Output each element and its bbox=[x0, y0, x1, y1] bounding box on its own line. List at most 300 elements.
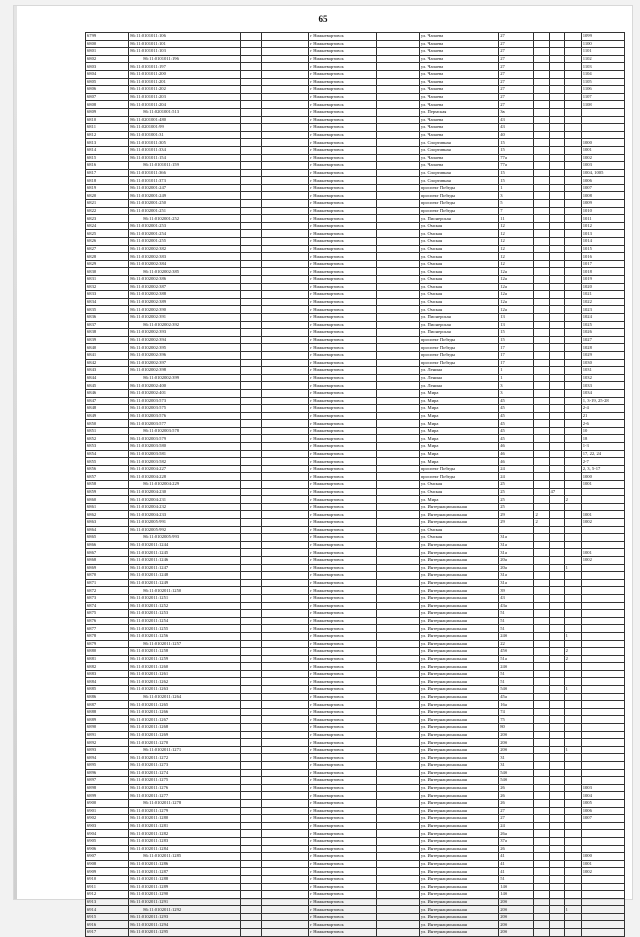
empty-cell bbox=[376, 359, 419, 367]
extra-cell bbox=[549, 762, 564, 770]
extra-cell bbox=[549, 541, 564, 549]
street-cell: ул. Чапаева bbox=[419, 40, 498, 48]
empty-cell bbox=[261, 78, 308, 86]
table-row bbox=[86, 146, 625, 154]
extra-cell bbox=[549, 298, 564, 306]
empty-cell bbox=[240, 253, 261, 261]
extra-cell bbox=[534, 412, 549, 420]
extra-cell bbox=[549, 48, 564, 56]
extra-cell bbox=[564, 397, 581, 405]
empty-cell bbox=[376, 336, 419, 344]
extra-cell bbox=[564, 215, 581, 223]
city-cell: г Нижневартовск bbox=[309, 450, 376, 458]
premises-cell bbox=[581, 670, 624, 678]
table-row bbox=[86, 625, 625, 633]
extra-cell bbox=[549, 222, 564, 230]
table-row bbox=[86, 192, 625, 200]
empty-cell bbox=[240, 610, 261, 618]
cadastral-number-cell: 86:11:0102011:1252 bbox=[129, 602, 241, 610]
empty-cell bbox=[261, 693, 308, 701]
street-cell: ул. Мира bbox=[419, 450, 498, 458]
table-row bbox=[86, 640, 625, 648]
street-cell: ул. Мира bbox=[419, 458, 498, 466]
extra-cell bbox=[549, 610, 564, 618]
extra-cell bbox=[534, 473, 549, 481]
extra-cell bbox=[549, 443, 564, 451]
empty-cell bbox=[376, 420, 419, 428]
city-cell: г Нижневартовск bbox=[309, 146, 376, 154]
extra-cell bbox=[534, 169, 549, 177]
city-cell: г Нижневартовск bbox=[309, 443, 376, 451]
empty-cell bbox=[261, 602, 308, 610]
extra-cell bbox=[549, 276, 564, 284]
street-cell: ул. Интернациональная bbox=[419, 511, 498, 519]
cadastral-number-cell: 86:11:0102011:1244 bbox=[129, 541, 241, 549]
extra-cell bbox=[534, 101, 549, 109]
extra-cell bbox=[564, 701, 581, 709]
table-row bbox=[86, 655, 625, 663]
premises-cell: 1004, 1005 bbox=[581, 169, 624, 177]
empty-cell bbox=[376, 822, 419, 830]
empty-cell bbox=[376, 678, 419, 686]
city-cell: г Нижневартовск bbox=[309, 815, 376, 823]
extra-cell bbox=[564, 276, 581, 284]
extra-cell bbox=[534, 222, 549, 230]
empty-cell bbox=[261, 807, 308, 815]
street-cell: ул. Чапаева bbox=[419, 154, 498, 162]
row-number-cell: 6871 bbox=[86, 579, 129, 587]
empty-cell bbox=[240, 291, 261, 299]
house-cell: 20б bbox=[499, 929, 534, 937]
table-row bbox=[86, 321, 625, 329]
row-number-cell: 6917 bbox=[86, 929, 129, 937]
table-row bbox=[86, 465, 625, 473]
extra-cell bbox=[564, 298, 581, 306]
empty-cell bbox=[376, 526, 419, 534]
empty-cell bbox=[261, 921, 308, 929]
table-row bbox=[86, 260, 625, 268]
extra-cell bbox=[564, 40, 581, 48]
premises-cell bbox=[581, 496, 624, 504]
cadastral-number-cell: 86:11:0102011:1284 bbox=[129, 845, 241, 853]
cadastral-number-cell: 86:11:0101011:204 bbox=[129, 101, 241, 109]
city-cell: г Нижневартовск bbox=[309, 663, 376, 671]
row-number-cell: 6884 bbox=[86, 678, 129, 686]
empty-cell bbox=[240, 686, 261, 694]
empty-cell bbox=[240, 799, 261, 807]
cadastral-number-cell: 86:11:0102011:1261 bbox=[129, 670, 241, 678]
cadastral-number-cell: 86:11:0102003:580 bbox=[129, 443, 241, 451]
house-cell: 51 bbox=[499, 875, 534, 883]
table-row bbox=[86, 405, 625, 413]
street-cell: ул. Интернациональная bbox=[419, 610, 498, 618]
empty-cell bbox=[240, 192, 261, 200]
empty-cell bbox=[240, 587, 261, 595]
premises-cell bbox=[581, 754, 624, 762]
table-row bbox=[86, 473, 625, 481]
extra-cell bbox=[534, 602, 549, 610]
empty-cell bbox=[261, 875, 308, 883]
cadastral-number-cell: 86:11:0102002:394 bbox=[129, 336, 241, 344]
city-cell: г Нижневартовск bbox=[309, 632, 376, 640]
cadastral-number-cell: 86:11:0101011:159 bbox=[129, 162, 241, 170]
city-cell: г Нижневартовск bbox=[309, 70, 376, 78]
table-row bbox=[86, 526, 625, 534]
premises-cell bbox=[581, 845, 624, 853]
empty-cell bbox=[240, 754, 261, 762]
row-number-cell: 6813 bbox=[86, 139, 129, 147]
table-row bbox=[86, 693, 625, 701]
extra-cell bbox=[549, 716, 564, 724]
house-cell: 43 bbox=[499, 124, 534, 132]
extra-cell bbox=[564, 359, 581, 367]
premises-cell: 1106 bbox=[581, 86, 624, 94]
empty-cell bbox=[376, 412, 419, 420]
row-number-cell: 6802 bbox=[86, 55, 129, 63]
cadastral-number-cell: 86:11:0102001:253 bbox=[129, 222, 241, 230]
cadastral-number-cell: 86:11:0102003:578 bbox=[129, 427, 241, 435]
row-number-cell: 6880 bbox=[86, 648, 129, 656]
empty-cell bbox=[240, 207, 261, 215]
cadastral-number-cell: 86:11:0101011:202 bbox=[129, 86, 241, 94]
cadastral-number-cell: 86:11:0101011:106 bbox=[129, 33, 241, 41]
row-number-cell: 6842 bbox=[86, 359, 129, 367]
cadastral-number-cell: 86:11:0102011:1268 bbox=[129, 724, 241, 732]
extra-cell bbox=[564, 587, 581, 595]
city-cell: г Нижневартовск bbox=[309, 648, 376, 656]
empty-cell bbox=[376, 245, 419, 253]
extra-cell bbox=[564, 731, 581, 739]
empty-cell bbox=[376, 374, 419, 382]
empty-cell bbox=[376, 458, 419, 466]
street-cell: ул. Омская bbox=[419, 260, 498, 268]
empty-cell bbox=[240, 784, 261, 792]
street-cell: ул. Интернациональная bbox=[419, 868, 498, 876]
cadastral-number-cell: 86:11:0102011:1279 bbox=[129, 807, 241, 815]
premises-cell: 1024 bbox=[581, 313, 624, 321]
extra-cell bbox=[564, 306, 581, 314]
city-cell: г Нижневартовск bbox=[309, 230, 376, 238]
extra-cell bbox=[534, 70, 549, 78]
extra-cell bbox=[564, 230, 581, 238]
empty-cell bbox=[240, 458, 261, 466]
empty-cell bbox=[261, 215, 308, 223]
city-cell: г Нижневартовск bbox=[309, 382, 376, 390]
street-cell: проспект Победы bbox=[419, 344, 498, 352]
empty-cell bbox=[261, 526, 308, 534]
extra-cell bbox=[534, 298, 549, 306]
cadastral-number-cell: 86:11:0102011:1292 bbox=[129, 906, 241, 914]
house-cell: 14б bbox=[499, 891, 534, 899]
empty-cell bbox=[261, 101, 308, 109]
empty-cell bbox=[376, 670, 419, 678]
row-number-cell: 6835 bbox=[86, 306, 129, 314]
table-row bbox=[86, 686, 625, 694]
city-cell: г Нижневартовск bbox=[309, 93, 376, 101]
table-row bbox=[86, 162, 625, 170]
street-cell: ул. Интернациональная bbox=[419, 815, 498, 823]
empty-cell bbox=[261, 124, 308, 132]
extra-cell bbox=[564, 154, 581, 162]
empty-cell bbox=[240, 260, 261, 268]
extra-cell bbox=[549, 177, 564, 185]
street-cell: ул. Омская bbox=[419, 238, 498, 246]
city-cell: г Нижневартовск bbox=[309, 177, 376, 185]
house-cell: 25 bbox=[499, 488, 534, 496]
street-cell: ул. Чапаева bbox=[419, 101, 498, 109]
house-cell bbox=[499, 526, 534, 534]
empty-cell bbox=[376, 108, 419, 116]
cadastral-number-cell: 86:11:0102011:1280 bbox=[129, 815, 241, 823]
empty-cell bbox=[376, 724, 419, 732]
table-row bbox=[86, 63, 625, 71]
empty-cell bbox=[261, 784, 308, 792]
city-cell: г Нижневартовск bbox=[309, 253, 376, 261]
extra-cell bbox=[564, 291, 581, 299]
extra-cell bbox=[549, 784, 564, 792]
table-row bbox=[86, 412, 625, 420]
house-cell: 12 bbox=[499, 238, 534, 246]
table-row bbox=[86, 374, 625, 382]
extra-cell bbox=[564, 526, 581, 534]
street-cell: ул. Интернациональная bbox=[419, 625, 498, 633]
extra-cell bbox=[564, 207, 581, 215]
house-cell: 22 bbox=[499, 640, 534, 648]
house-cell: 29 bbox=[499, 519, 534, 527]
city-cell: г Нижневартовск bbox=[309, 602, 376, 610]
row-number-cell: 6901 bbox=[86, 807, 129, 815]
empty-cell bbox=[240, 678, 261, 686]
empty-cell bbox=[376, 116, 419, 124]
extra-cell bbox=[534, 427, 549, 435]
house-cell: 31а bbox=[499, 572, 534, 580]
extra-cell bbox=[534, 344, 549, 352]
empty-cell bbox=[240, 230, 261, 238]
extra-cell bbox=[564, 63, 581, 71]
street-cell: ул. Мира bbox=[419, 397, 498, 405]
city-cell: г Нижневартовск bbox=[309, 913, 376, 921]
empty-cell bbox=[376, 63, 419, 71]
table-row bbox=[86, 222, 625, 230]
street-cell: ул. Омская bbox=[419, 268, 498, 276]
empty-cell bbox=[376, 837, 419, 845]
cadastral-number-cell: 86:11:0102001:250 bbox=[129, 200, 241, 208]
empty-cell bbox=[240, 579, 261, 587]
extra-cell bbox=[534, 313, 549, 321]
empty-cell bbox=[376, 154, 419, 162]
premises-cell: 1103 bbox=[581, 63, 624, 71]
extra-cell bbox=[549, 807, 564, 815]
empty-cell bbox=[376, 443, 419, 451]
street-cell: ул. Пионерская bbox=[419, 313, 498, 321]
empty-cell bbox=[261, 792, 308, 800]
empty-cell bbox=[376, 488, 419, 496]
extra-cell bbox=[549, 283, 564, 291]
house-cell: 27 bbox=[499, 40, 534, 48]
row-number-cell: 6886 bbox=[86, 693, 129, 701]
extra-cell bbox=[549, 564, 564, 572]
house-cell: 43 bbox=[499, 116, 534, 124]
empty-cell bbox=[376, 503, 419, 511]
premises-cell bbox=[581, 913, 624, 921]
extra-cell bbox=[534, 610, 549, 618]
premises-cell: 2-6 bbox=[581, 420, 624, 428]
extra-cell bbox=[549, 526, 564, 534]
empty-cell bbox=[240, 465, 261, 473]
row-number-cell: 6840 bbox=[86, 344, 129, 352]
cadastral-number-cell: 86:11:0201001:513 bbox=[129, 108, 241, 116]
empty-cell bbox=[261, 670, 308, 678]
row-number-cell: 6862 bbox=[86, 511, 129, 519]
extra-cell bbox=[564, 549, 581, 557]
premises-cell: 1000 bbox=[581, 473, 624, 481]
extra-cell bbox=[549, 625, 564, 633]
empty-cell bbox=[376, 238, 419, 246]
table-row bbox=[86, 610, 625, 618]
extra-cell bbox=[534, 450, 549, 458]
extra-cell bbox=[534, 830, 549, 838]
city-cell: г Нижневартовск bbox=[309, 55, 376, 63]
extra-cell bbox=[534, 617, 549, 625]
table-row bbox=[86, 572, 625, 580]
house-cell: 27 bbox=[499, 86, 534, 94]
empty-cell bbox=[261, 929, 308, 937]
premises-cell: 1017 bbox=[581, 260, 624, 268]
city-cell: г Нижневартовск bbox=[309, 868, 376, 876]
extra-cell bbox=[564, 602, 581, 610]
empty-cell bbox=[240, 63, 261, 71]
empty-cell bbox=[240, 412, 261, 420]
empty-cell bbox=[240, 443, 261, 451]
empty-cell bbox=[240, 169, 261, 177]
extra-cell bbox=[549, 55, 564, 63]
row-number-cell: 6907 bbox=[86, 853, 129, 861]
empty-cell bbox=[240, 313, 261, 321]
house-cell: 75 bbox=[499, 716, 534, 724]
extra-cell bbox=[564, 283, 581, 291]
extra-cell bbox=[564, 830, 581, 838]
table-row bbox=[86, 298, 625, 306]
premises-cell: 1025 bbox=[581, 321, 624, 329]
street-cell: ул. Интернациональная bbox=[419, 693, 498, 701]
extra-cell bbox=[564, 754, 581, 762]
table-row bbox=[86, 70, 625, 78]
row-number-cell: 6849 bbox=[86, 412, 129, 420]
house-cell: 27 bbox=[499, 70, 534, 78]
row-number-cell: 6904 bbox=[86, 830, 129, 838]
empty-cell bbox=[376, 708, 419, 716]
row-number-cell: 6816 bbox=[86, 162, 129, 170]
cadastral-number-cell: 86:11:0101011:373 bbox=[129, 177, 241, 185]
empty-cell bbox=[240, 367, 261, 375]
cadastral-number-cell: 86:11:0102002:398 bbox=[129, 367, 241, 375]
extra-cell bbox=[564, 883, 581, 891]
cadastral-number-cell: 86:11:0102011:1278 bbox=[129, 799, 241, 807]
extra-cell bbox=[564, 929, 581, 937]
premises-cell bbox=[581, 693, 624, 701]
empty-cell bbox=[261, 632, 308, 640]
table-row bbox=[86, 55, 625, 63]
empty-cell bbox=[261, 192, 308, 200]
row-number-cell: 6873 bbox=[86, 594, 129, 602]
extra-cell bbox=[564, 268, 581, 276]
table-row bbox=[86, 594, 625, 602]
row-number-cell: 6825 bbox=[86, 230, 129, 238]
empty-cell bbox=[240, 777, 261, 785]
house-cell: 45 bbox=[499, 397, 534, 405]
table-row bbox=[86, 853, 625, 861]
city-cell: г Нижневартовск bbox=[309, 276, 376, 284]
extra-cell bbox=[549, 746, 564, 754]
city-cell: г Нижневартовск bbox=[309, 488, 376, 496]
extra-cell bbox=[534, 906, 549, 914]
extra-cell bbox=[549, 693, 564, 701]
row-number-cell: 6800 bbox=[86, 40, 129, 48]
extra-cell bbox=[564, 260, 581, 268]
premises-cell bbox=[581, 686, 624, 694]
row-number-cell: 6855 bbox=[86, 458, 129, 466]
city-cell: г Нижневартовск bbox=[309, 519, 376, 527]
premises-cell: 1003 bbox=[581, 784, 624, 792]
extra-cell bbox=[549, 412, 564, 420]
house-cell: 41 bbox=[499, 853, 534, 861]
empty-cell bbox=[376, 716, 419, 724]
table-row bbox=[86, 481, 625, 489]
empty-cell bbox=[240, 602, 261, 610]
cadastral-number-cell: 86:11:0102002:383 bbox=[129, 253, 241, 261]
extra-cell bbox=[549, 139, 564, 147]
street-cell: ул. Интернациональная bbox=[419, 777, 498, 785]
empty-cell bbox=[261, 777, 308, 785]
extra-cell bbox=[534, 762, 549, 770]
row-number-cell: 6897 bbox=[86, 777, 129, 785]
extra-cell bbox=[549, 93, 564, 101]
premises-cell bbox=[581, 572, 624, 580]
cadastral-number-cell: 86:11:0102011:1267 bbox=[129, 716, 241, 724]
house-cell: 27 bbox=[499, 33, 534, 41]
cadastral-number-cell: 86:11:0101011:154 bbox=[129, 154, 241, 162]
row-number-cell: 6856 bbox=[86, 465, 129, 473]
premises-cell: 1010 bbox=[581, 207, 624, 215]
empty-cell bbox=[261, 420, 308, 428]
cadastral-number-cell: 86:11:0201001:480 bbox=[129, 116, 241, 124]
street-cell: ул. Интернациональная bbox=[419, 716, 498, 724]
empty-cell bbox=[261, 587, 308, 595]
extra-cell bbox=[564, 617, 581, 625]
house-cell: 31а bbox=[499, 549, 534, 557]
empty-cell bbox=[376, 853, 419, 861]
house-cell: 46 bbox=[499, 443, 534, 451]
premises-cell: 2-7 bbox=[581, 458, 624, 466]
extra-cell bbox=[549, 906, 564, 914]
empty-cell bbox=[261, 131, 308, 139]
empty-cell bbox=[376, 200, 419, 208]
extra-cell bbox=[534, 708, 549, 716]
extra-cell bbox=[564, 541, 581, 549]
row-number-cell: 6902 bbox=[86, 815, 129, 823]
extra-cell bbox=[564, 131, 581, 139]
extra-cell bbox=[564, 33, 581, 41]
extra-cell bbox=[549, 549, 564, 557]
empty-cell bbox=[240, 929, 261, 937]
empty-cell bbox=[376, 344, 419, 352]
empty-cell bbox=[261, 534, 308, 542]
cadastral-number-cell: 86:11:0102011:1287 bbox=[129, 868, 241, 876]
extra-cell bbox=[549, 245, 564, 253]
city-cell: г Нижневартовск bbox=[309, 435, 376, 443]
extra-cell bbox=[564, 420, 581, 428]
empty-cell bbox=[376, 260, 419, 268]
